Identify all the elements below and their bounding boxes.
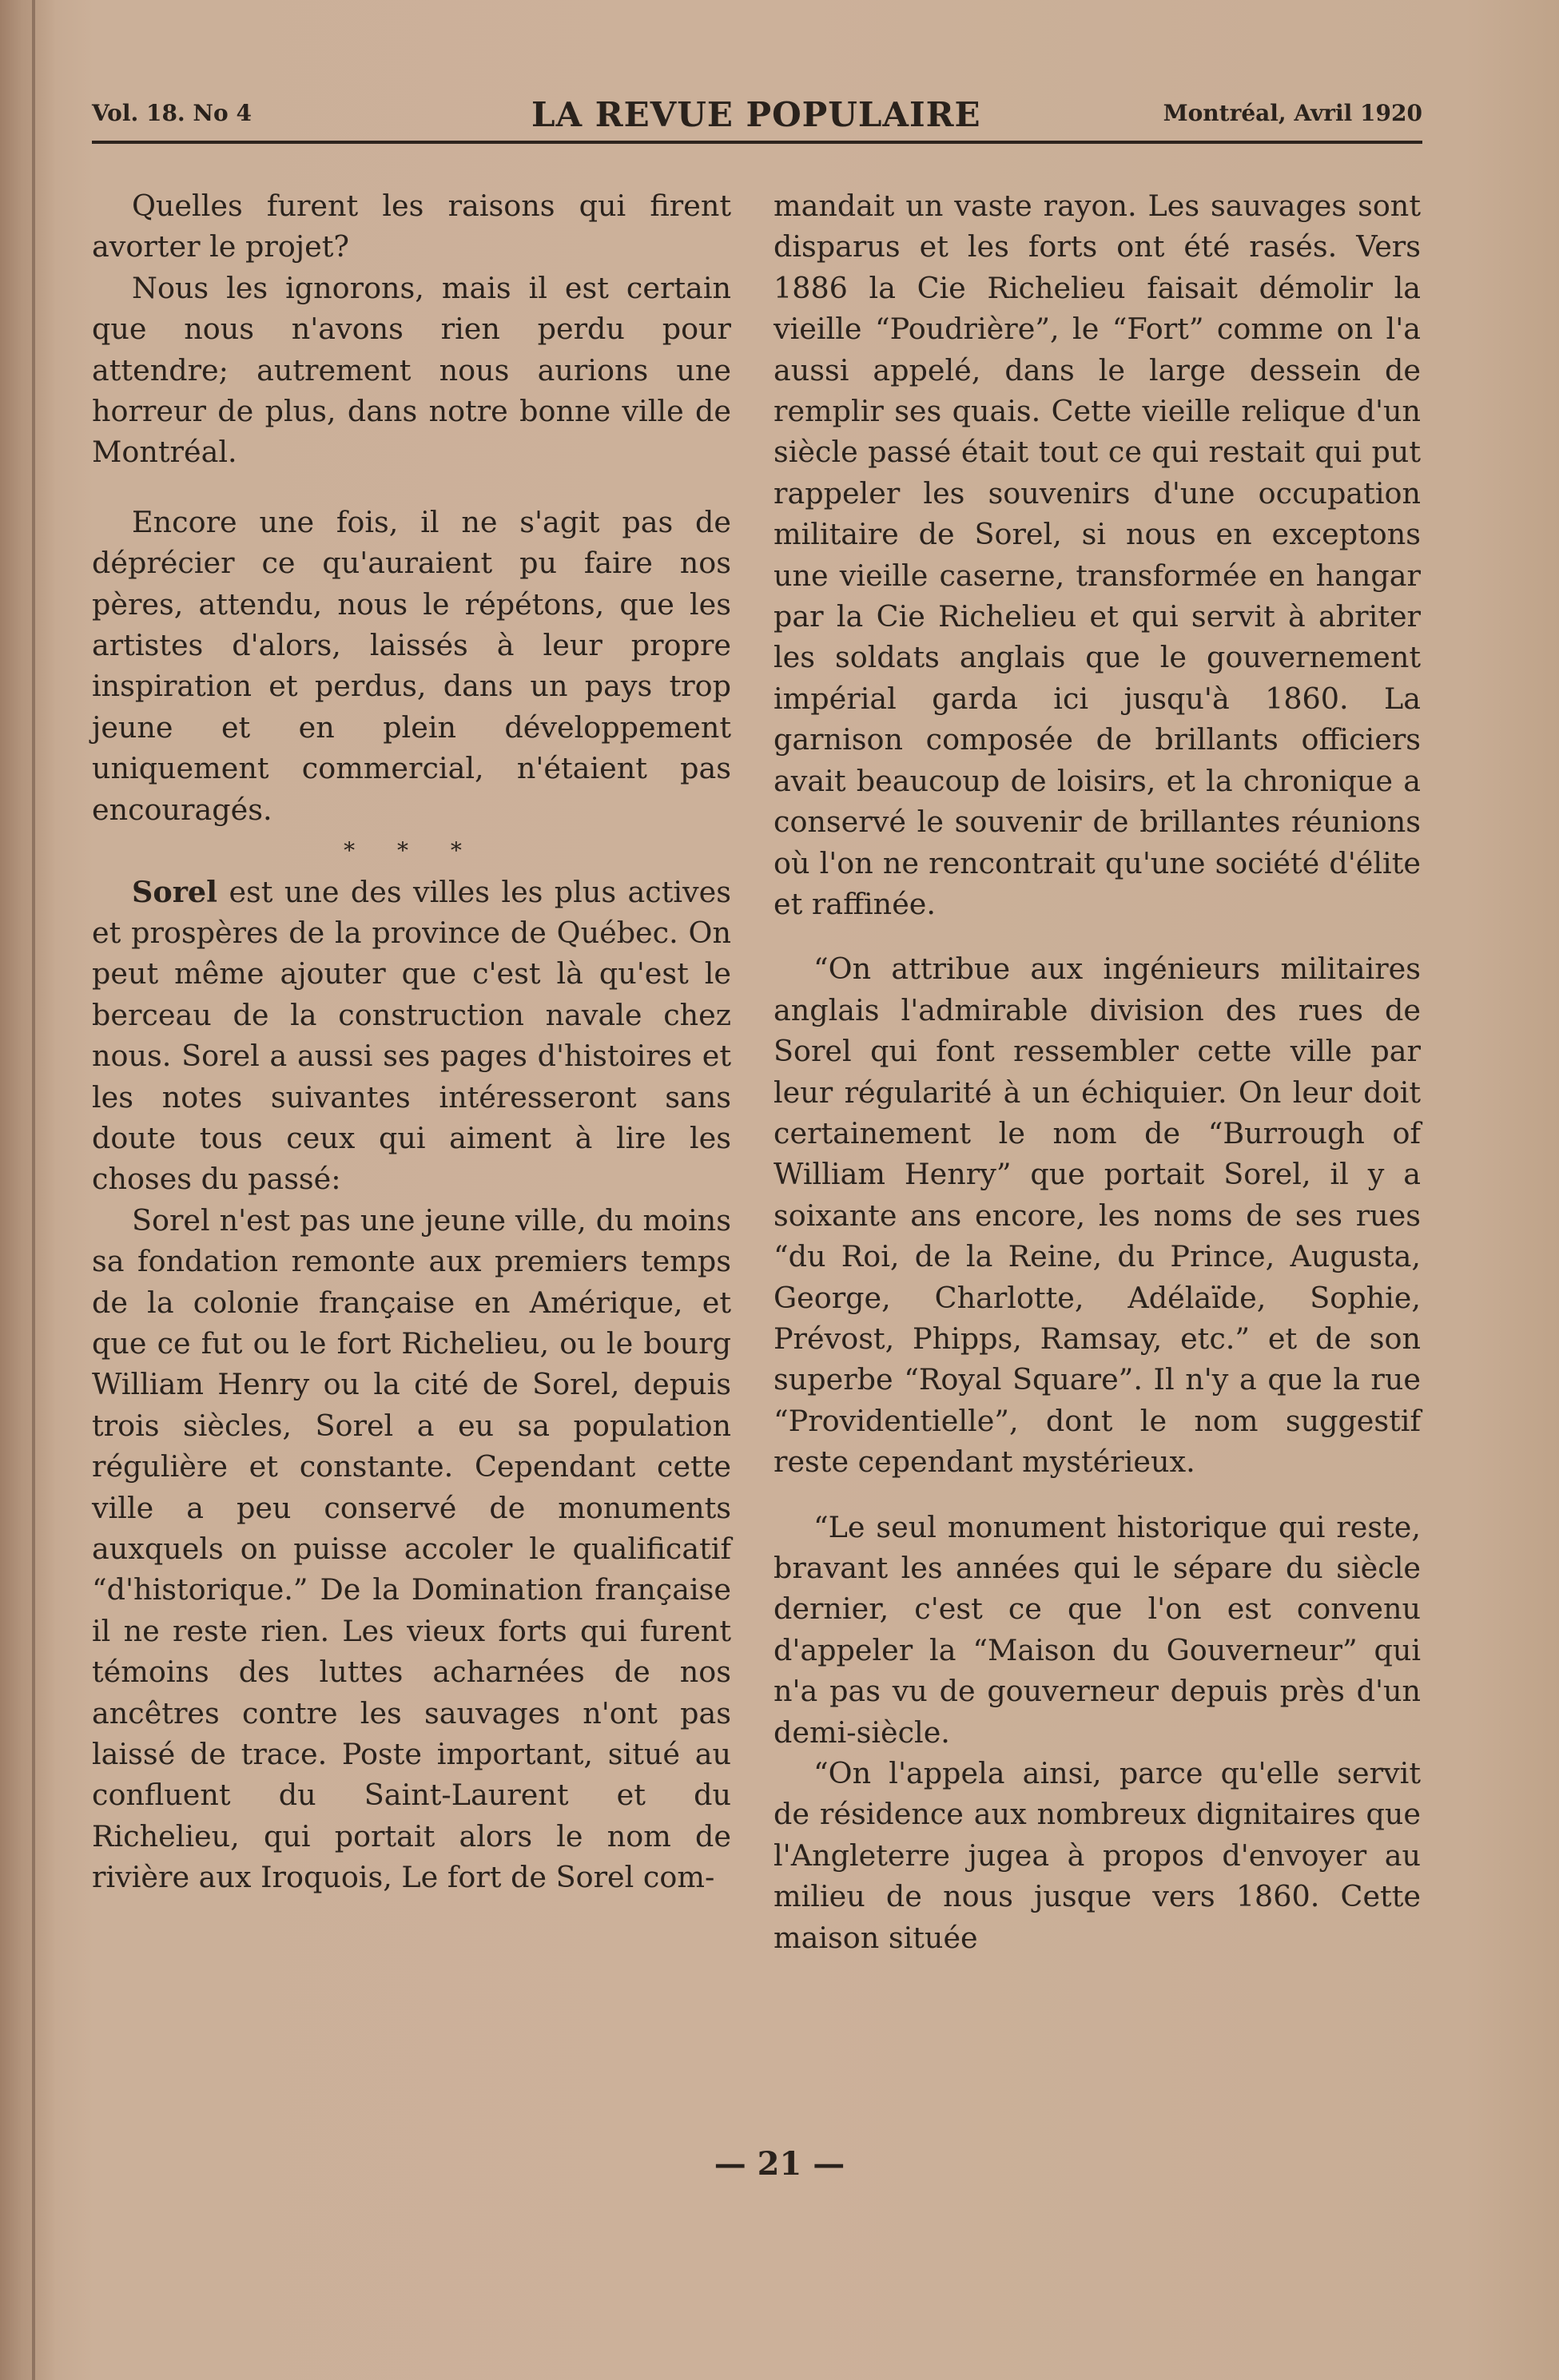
page-number: — 21 — — [714, 2145, 845, 2183]
right-paragraph-3: “Le seul monument historique qui reste, bravant les années qui le sépare du siècle dernier, c'est ce que l'on est convenu d'appeler la “Maison du Gouverneur” qui n'a pas vu de gouverneur depuis près d'un demi-siècle. — [774, 1509, 1421, 1750]
right-paragraph-2: “On attribue aux ingénieurs militaires anglais l'admirable division des rues de Sorel qui font ressembler cette ville par leur régularité à un échiquier. On leur doit certainement le nom de “Burrough of William Henry” que portait Sorel, il y a soixante ans encore, les noms de ses rues “du Roi, de la Reine, du Prince, Augusta, George, Charlotte, Adélaïde, Sophie, Prévost, Phipps, Ramsay, etc.” et de son superbe “Royal Square”. Il n'y a que la rue “Providentielle”, dont le nom suggestif reste cependant mystérieux. — [774, 952, 1421, 1480]
header-rule — [92, 141, 1422, 144]
sorel-lead-word: Sorel — [132, 874, 218, 909]
section-separator: * * * — [344, 837, 479, 864]
header-date: Montréal, Avril 1920 — [1163, 100, 1422, 126]
left-paragraph-4 — [92, 872, 731, 1200]
page-spine-shadow — [0, 0, 56, 2380]
left-paragraph-4-text: est une des villes les plus actives et prospères de la province de Québec. On peut même ajouter que c'est là qu'est le berceau de la construction navale chez nous. Sorel a aussi ses pages d'histoires et les notes suivantes intéresseront sans doute tous ceux qui aiment à lire les choses du passé: — [92, 874, 731, 1197]
left-paragraph-3: Encore une fois, il ne s'agit pas de déprécier ce qu'auraient pu faire nos pères, attendu, nous le répétons, que les artistes d'alors, laissés à leur propre inspiration et perdus, dans un pays trop jeune et en plein développement uniquement commercial, n'étaient pas encouragés. — [92, 504, 731, 827]
right-column — [774, 185, 1421, 1958]
left-column — [92, 185, 731, 1898]
header-volume: Vol. 18. No 4 — [92, 100, 252, 126]
left-paragraph-1: Quelles furent les raisons qui firent avorter le projet? — [92, 189, 731, 264]
header-title: LA REVUE POPULAIRE — [531, 95, 981, 134]
right-paragraph-1: mandait un vaste rayon. Les sauvages sont disparus et les forts ont été rasés. Vers 1886 la Cie Richelieu faisait démolir la vieille “Poudrière”, le “Fort” comme on l'a aussi appelé, dans le large dessein de remplir ses quais. Cette vieille relique d'un siècle passé était tout ce qui restait qui put rappeler les souvenirs d'une occupation militaire de Sorel, si nous en exceptons une vieille caserne, transformée en hangar par la Cie Richelieu et qui servit à abriter les soldats anglais que le gouvernement impérial garda ici jusqu'à 1860. La garnison composée de brillants officiers avait beaucoup de loisirs, et la chronique a conservé le souvenir de brillantes réunions où l'on ne rencontrait qu'une société d'élite et raffinée. — [774, 189, 1421, 921]
left-paragraph-5: Sorel n'est pas une jeune ville, du moins sa fondation remonte aux premiers temps de la colonie française en Amérique, et que ce fut ou le fort Richelieu, ou le bourg William Henry ou la cité de Sorel, depuis trois siècles, Sorel a eu sa population régulière et constante. Cependant cette ville a peu conservé de monuments auxquels on puisse accoler le qualificatif “d'historique.” De la Domination française il ne reste rien. Les vieux forts qui furent témoins des luttes acharnées de nos ancêtres contre les sauvages n'ont pas laissé de trace. Poste important, situé au confluent du Saint-Laurent et du Richelieu, qui portait alors le nom de rivière aux Iroquois, Le fort de Sorel com- — [92, 1202, 731, 1895]
binding-line — [32, 0, 35, 2380]
left-paragraph-2: Nous les ignorons, mais il est certain que nous n'avons rien perdu pour attendre; autrement nous aurions une horreur de plus, dans notre bonne ville de Montréal. — [92, 270, 731, 470]
right-paragraph-4: “On l'appela ainsi, parce qu'elle servit de résidence aux nombreux dignitaires que l'Angleterre jugea à propos d'envoyer au milieu de nous jusque vers 1860. Cette maison située — [774, 1756, 1421, 1955]
